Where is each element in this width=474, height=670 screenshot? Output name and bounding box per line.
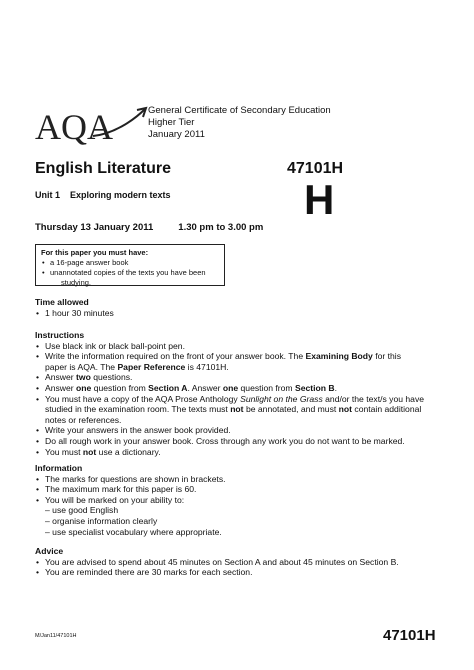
time-allowed-heading: Time allowed — [35, 297, 89, 307]
advice-heading: Advice — [35, 546, 64, 556]
instruction-item: • You must have a copy of the AQA Prose Anthology Sunlight on the Grass and/or the text/s you have — [35, 394, 435, 405]
requirements-box — [35, 244, 225, 286]
advice-item: • You are advised to spend about 45 minutes on Section A and about 45 minutes on Section B. — [35, 557, 435, 568]
instruction-item: • Answer one question from Section A. Answer one question from Section B. — [35, 383, 435, 394]
advice-list — [35, 557, 435, 578]
requirement-item: • a 16-page answer book — [41, 258, 219, 268]
requirement-item: • unannotated copies of the texts you have been — [41, 268, 219, 278]
time-allowed-section — [35, 297, 435, 318]
skill-item: – use good English — [45, 505, 119, 516]
requirement-item-continued: studying. — [61, 278, 92, 287]
advice-section — [35, 546, 435, 578]
requirements-list — [41, 258, 219, 288]
tier-letter: H — [304, 176, 335, 223]
subject-title: English Literature — [35, 160, 172, 177]
instruction-item-continued: notes or references. — [45, 414, 122, 425]
instruction-item: • Use black ink or black ball-point pen. — [35, 341, 435, 352]
exam-session: January 2011 — [148, 129, 205, 140]
qualification-header — [148, 105, 331, 141]
instruction-item: • Do all rough work in your answer book. Cross through any work you do not want to be marked. — [35, 436, 435, 447]
advice-item: • You are reminded there are 30 marks for each section. — [35, 567, 435, 578]
instruction-item: • You must not use a dictionary. — [35, 447, 435, 458]
instructions-section — [35, 330, 435, 457]
information-item: • You will be marked on your ability to: — [35, 495, 435, 506]
instruction-item: • Answer two questions. — [35, 372, 435, 383]
time-allowed-value: • 1 hour 30 minutes — [35, 308, 435, 319]
information-list — [35, 474, 435, 506]
instruction-item-continued: paper is AQA. The Paper Reference is 47101H. — [45, 361, 229, 372]
exam-day: Thursday 13 January 2011 — [35, 222, 154, 233]
exam-time: 1.30 pm to 3.00 pm — [178, 222, 264, 233]
instruction-item: • Write your answers in the answer book provided. — [35, 425, 435, 436]
unit-label: Unit 1 — [35, 190, 61, 200]
unit-line — [35, 190, 171, 200]
unit-title: Exploring modern texts — [70, 190, 171, 200]
instructions-heading: Instructions — [35, 330, 85, 340]
aqa-logo-text: AQA — [35, 107, 113, 146]
requirements-heading: For this paper you must have: — [41, 248, 149, 257]
instruction-item-continued: studied in the examination room. The texts must not be annotated, and must not contain additional — [45, 404, 422, 415]
information-heading: Information — [35, 463, 83, 473]
skill-item: – use specialist vocabulary where appropriate. — [45, 526, 222, 537]
skill-item: – organise information clearly — [45, 515, 158, 526]
footer-paper-code: 47101H — [383, 627, 436, 644]
footer-reference: M/Jan11/47101H — [35, 633, 77, 639]
tier-name: Higher Tier — [148, 117, 195, 128]
qualification-name: General Certificate of Secondary Education — [148, 105, 331, 116]
exam-date-line — [35, 222, 263, 233]
information-section — [35, 463, 435, 537]
instruction-item: • Write the information required on the front of your answer book. The Examining Body for this — [35, 351, 435, 362]
information-item: • The maximum mark for this paper is 60. — [35, 484, 435, 495]
paper-code: 47101H — [287, 160, 344, 177]
information-item: • The marks for questions are shown in brackets. — [35, 474, 435, 485]
aqa-logo — [33, 106, 148, 146]
instructions-list — [35, 341, 435, 458]
